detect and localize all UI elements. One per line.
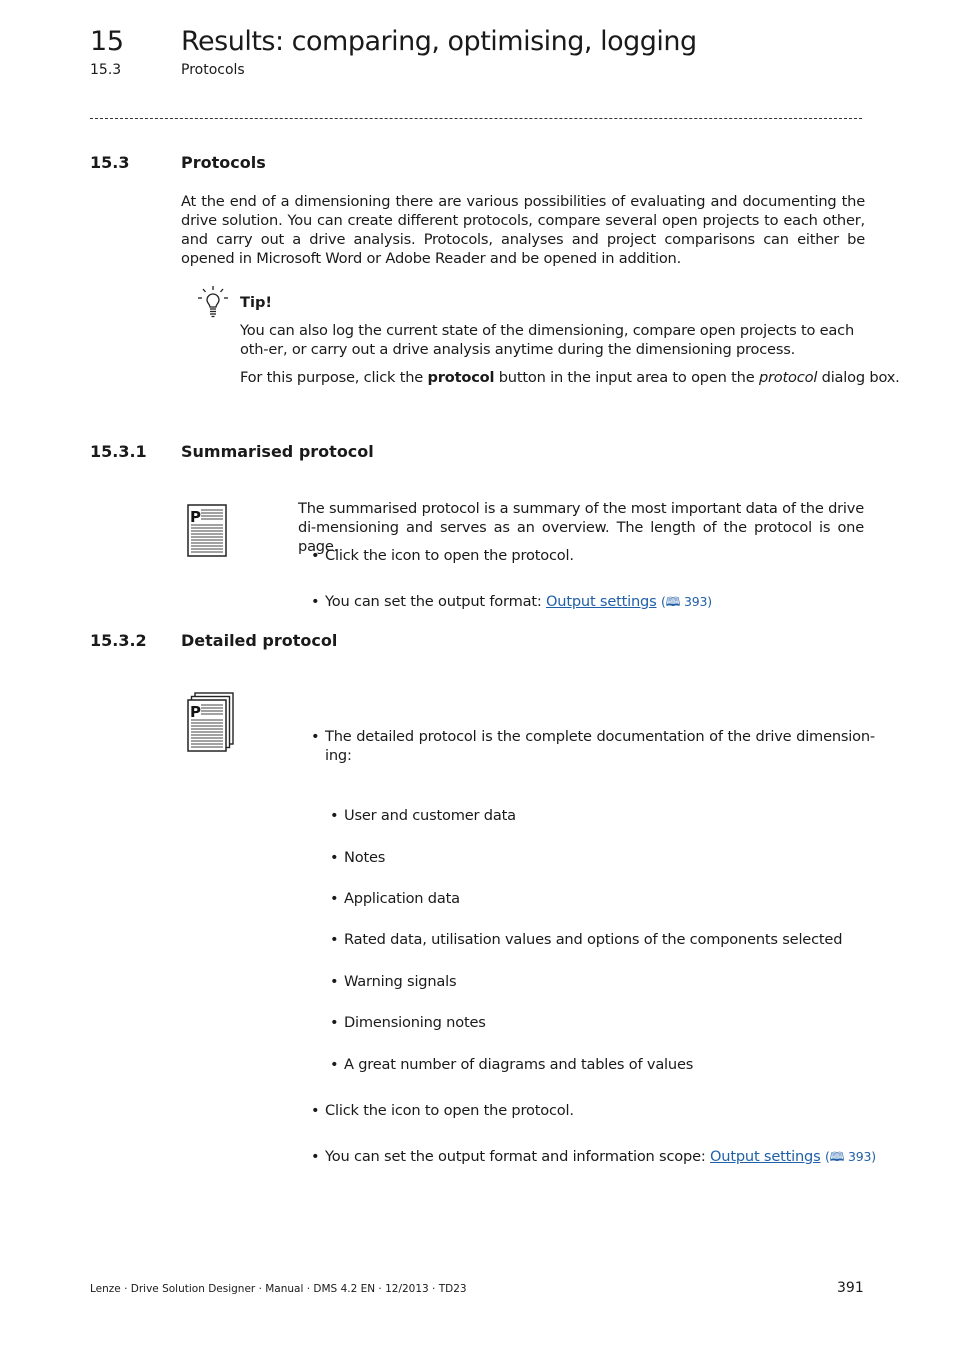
section-paragraph: At the end of a dimensioning there are various possibilities of evaluating and documenting the drive solution. You can create different protocols, compare several open projects to each other, and carry out a drive analysis. Protocols, analyses and project comparisons can either be opened in Microsoft Word or Adobe Reader and be opened in addition. [181, 193, 865, 267]
tip-text: You can also log the current state of the dimensioning, compare open projects to each oth-er, or carry out a drive analysis anytime during the dimensioning process. [240, 322, 855, 358]
output-settings-link[interactable]: Output settings [546, 593, 657, 610]
sub-list-item: • Application data [330, 889, 864, 908]
section-number: 15.3 [90, 153, 130, 172]
summarised-intro: The summarised protocol is a summary of the most important data of the drive di-mensioning and serves as an overview. The length of the protocol is one page. [298, 500, 864, 555]
lightbulb-icon [196, 285, 230, 319]
subsection-number: 15.3.1 [90, 442, 147, 461]
header-divider [90, 118, 862, 119]
tip-title: Tip! [240, 294, 273, 311]
footer-text: Lenze · Drive Solution Designer · Manual · DMS 4.2 EN · 12/2013 · TD23 [90, 1283, 467, 1295]
protocol-button-ref: protocol [427, 369, 495, 386]
section-title: Protocols [181, 153, 266, 172]
detailed-protocol-icon[interactable] [187, 692, 235, 754]
sub-list-item: • A great number of diagrams and tables of values [330, 1055, 864, 1074]
page-reference-link[interactable]: (🕮 393) [824, 1149, 876, 1164]
list-item: • You can set the output format and information scope: Output settings (🕮 393) [311, 1147, 885, 1166]
subsection-number: 15.3.2 [90, 631, 147, 650]
list-item: • You can set the output format: Output settings (🕮 393) [311, 592, 885, 611]
sub-list-item: • Dimensioning notes [330, 1013, 864, 1032]
sub-list-item: • Warning signals [330, 972, 864, 991]
sub-list-item: • Rated data, utilisation values and options of the components selected [330, 930, 864, 949]
chapter-number: 15 [90, 26, 124, 57]
list-item: • Click the icon to open the protocol. [311, 546, 875, 565]
list-item: • Click the icon to open the protocol. [311, 1101, 875, 1120]
page-number: 391 [837, 1280, 864, 1296]
tip-instruction: For this purpose, click the protocol button in the input area to open the protocol dialog box. [240, 369, 900, 386]
subsection-title: Summarised protocol [181, 442, 374, 461]
output-settings-link[interactable]: Output settings [710, 1148, 821, 1165]
sub-list-item: • User and customer data [330, 806, 864, 825]
svg-text:P: P [190, 508, 201, 526]
summarised-protocol-icon[interactable] [187, 504, 229, 558]
protocol-dialog-ref: protocol [758, 369, 818, 386]
svg-text:P: P [190, 703, 201, 721]
header-section-title: Protocols [181, 62, 245, 78]
chapter-title: Results: comparing, optimising, logging [181, 26, 697, 57]
sub-list-item: • Notes [330, 848, 864, 867]
list-item: • The detailed protocol is the complete documentation of the drive dimension-ing: [311, 727, 875, 765]
subsection-title: Detailed protocol [181, 631, 338, 650]
page-reference-link[interactable]: (🕮 393) [660, 594, 712, 609]
header-section-number: 15.3 [90, 62, 122, 78]
